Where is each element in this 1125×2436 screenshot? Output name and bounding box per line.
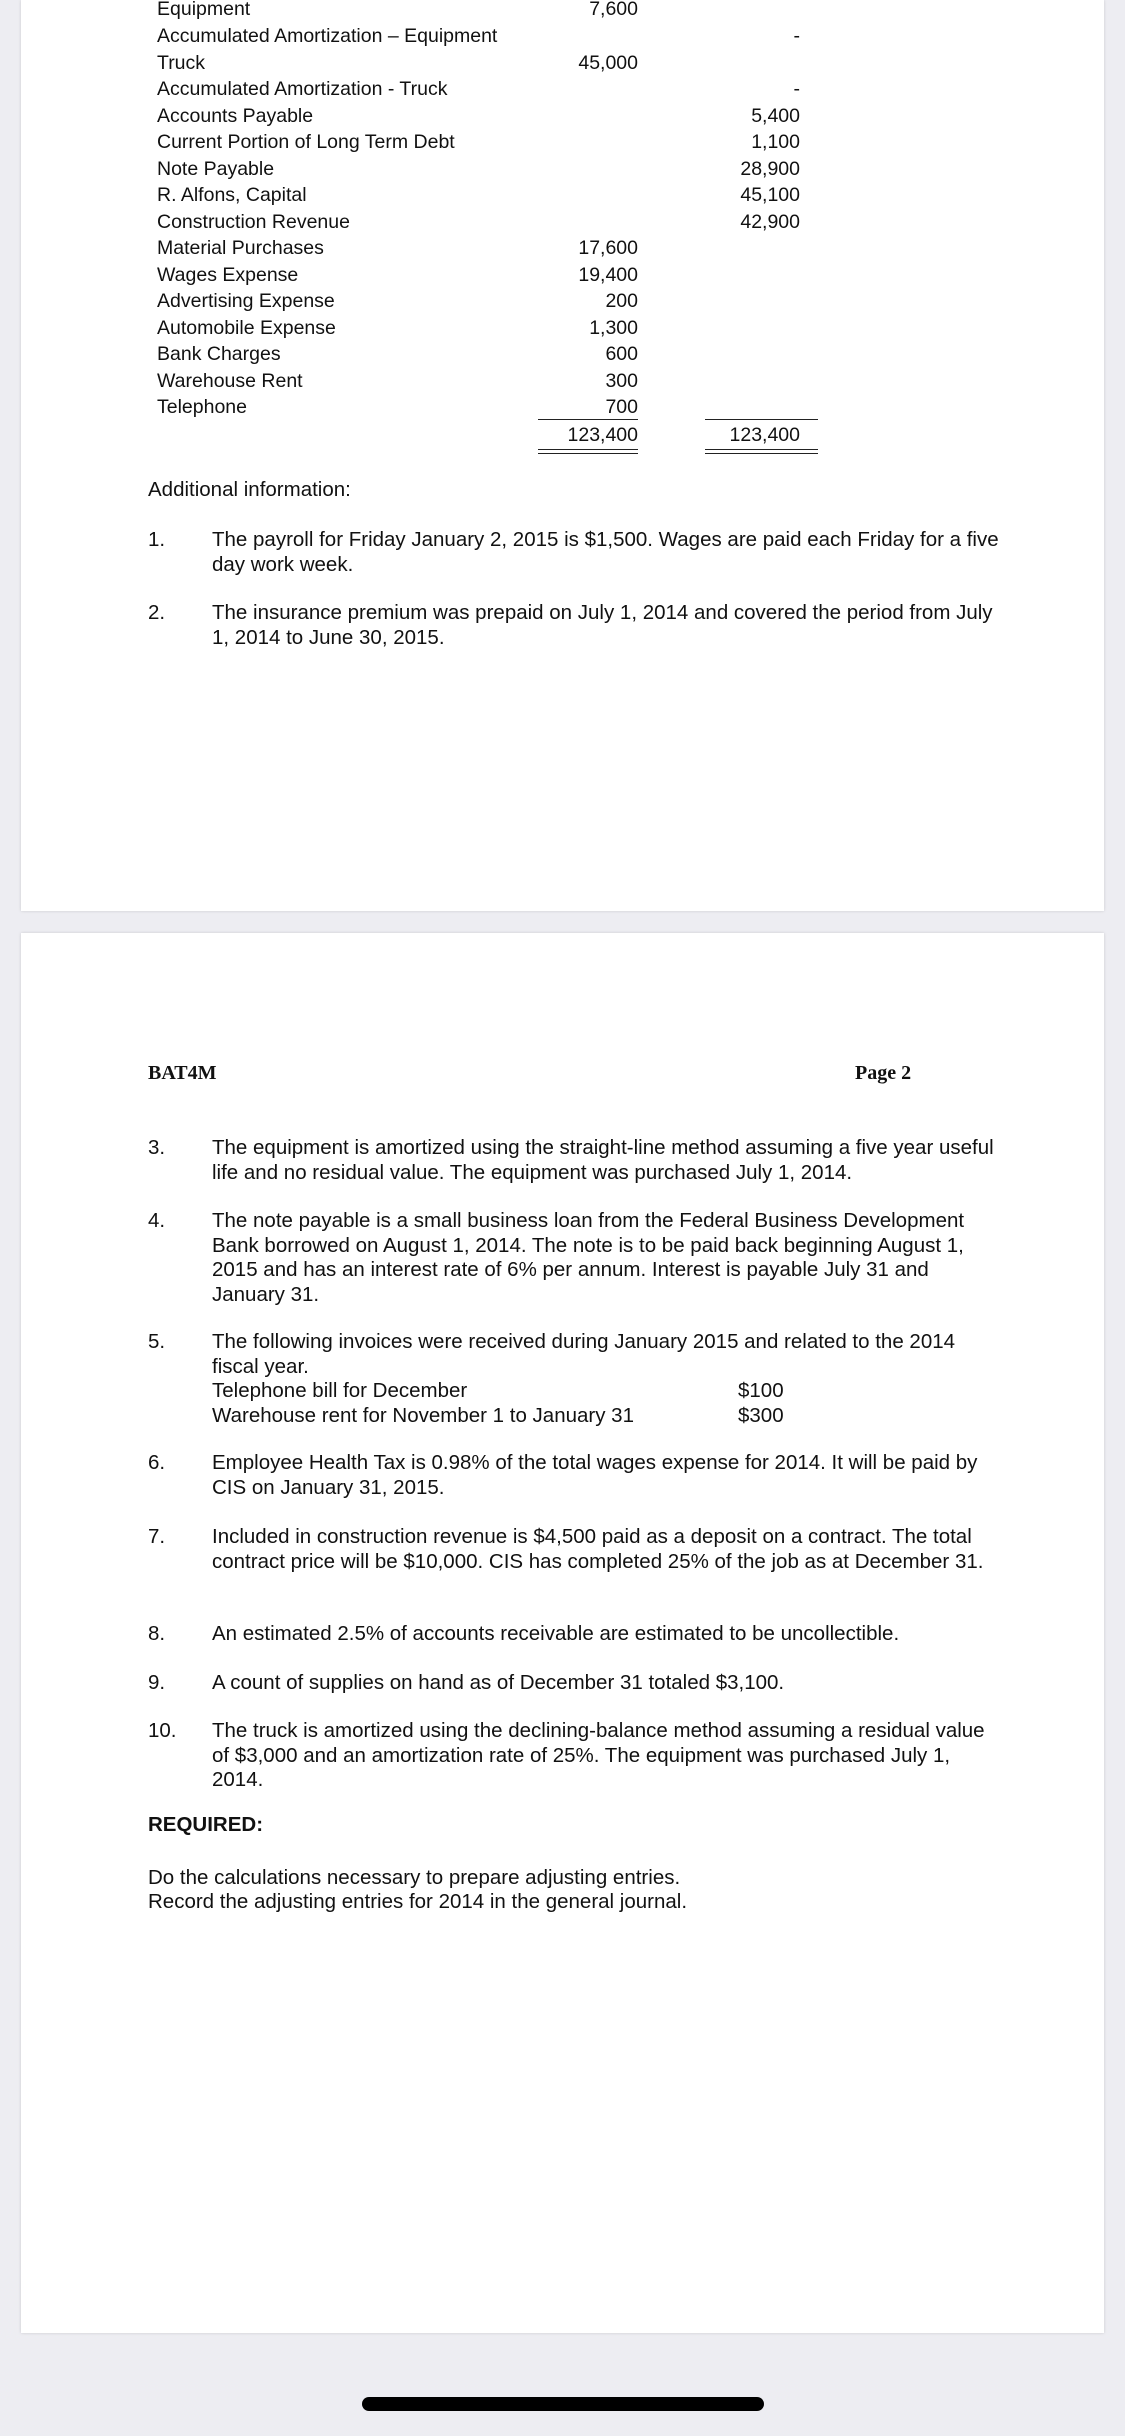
item-number: 3. [148,1136,166,1159]
item-number: 2. [148,601,166,624]
trial-balance-row [21,237,1104,263]
debit-amount: 300 [605,370,638,392]
item-number: 9. [148,1671,166,1694]
account-name: Current Portion of Long Term Debt [157,131,455,153]
invoice-line [212,1404,1002,1429]
item-text: The truck is amortized using the declining-balance method assuming a residual value of $3,000 and an amortization rate of 25%. The equipment was purchased July 1, 2014. [212,1719,985,1791]
trial-balance-row [21,211,1104,237]
account-name: Bank Charges [157,343,281,365]
document-page-2 [21,933,1104,2333]
account-name: Equipment [157,0,251,20]
item-text: The payroll for Friday January 2, 2015 is $1,500. Wages are paid each Friday for a five day work week. [212,528,999,576]
credit-amount: 42,900 [740,211,800,233]
credit-amount: - [793,25,800,47]
invoice-amount: $300 [738,1403,784,1427]
account-name: Accounts Payable [157,105,314,127]
item-text: The insurance premium was prepaid on July 1, 2014 and covered the period from July 1, 2014 to June 30, 2015. [212,601,993,649]
total-rule-credit [705,419,818,420]
item-5-block [212,1330,1002,1428]
item-number: 1. [148,528,166,551]
trial-balance-row [21,158,1104,184]
item-number: 8. [148,1622,166,1645]
item-number: 10. [148,1719,177,1742]
debit-amount: 200 [605,290,638,312]
account-name: Construction Revenue [157,211,350,233]
credit-amount: 28,900 [740,158,800,180]
item-number: 4. [148,1209,166,1232]
item-text: A count of supplies on hand as of December 31 totaled $3,100. [212,1671,785,1694]
total-rule-debit [538,419,638,420]
debit-amount: 1,300 [589,317,638,339]
item-text: Employee Health Tax is 0.98% of the total wages expense for 2014. It will be paid by CIS on January 31, 2015. [212,1451,978,1499]
trial-balance-row [21,184,1104,210]
trial-balance-row [21,52,1104,78]
page-number: Page 2 [855,1062,912,1084]
credit-amount: - [793,78,800,100]
trial-balance-row [21,105,1104,131]
account-name: Truck [157,52,206,74]
item-text: The note payable is a small business loan from the Federal Business Development Bank borrowed on August 1, 2014. The note is to be paid back beginning August 1, 2015 and has an interest rate of 6% per annum. Interest is payable July 31 and January 31. [212,1209,965,1306]
total-double-rule-credit [705,449,818,454]
required-heading: REQUIRED: [148,1813,264,1836]
account-name: Wages Expense [157,264,299,286]
additional-info-heading: Additional information: [148,478,351,501]
invoice-label: Telephone bill for December [212,1379,468,1402]
total-double-rule-debit [538,449,638,454]
account-name: Note Payable [157,158,275,180]
debit-amount: 45,000 [578,52,638,74]
trial-balance-row [21,317,1104,343]
account-name: Accumulated Amortization - Truck [157,78,448,100]
debit-amount: 7,600 [589,0,638,20]
credit-amount: 5,400 [751,105,800,127]
credit-amount: 1,100 [751,131,800,153]
invoice-label: Warehouse rent for November 1 to January 31 [212,1403,634,1427]
debit-amount: 700 [605,396,638,418]
trial-balance-row [21,290,1104,316]
trial-balance-row [21,370,1104,396]
total-debit: 123,400 [567,424,638,446]
required-line-2: Record the adjusting entries for 2014 in the general journal. [148,1890,688,1913]
trial-balance-row [21,78,1104,104]
home-indicator[interactable] [362,2397,764,2411]
course-code: BAT4M [148,1062,217,1084]
trial-balance-totals [21,424,1104,450]
account-name: Automobile Expense [157,317,336,339]
required-line-1: Do the calculations necessary to prepare adjusting entries. [148,1866,681,1889]
total-credit: 123,400 [729,424,800,446]
item-number: 5. [148,1330,166,1353]
item-number: 6. [148,1451,166,1474]
trial-balance-row [21,264,1104,290]
account-name: Accumulated Amortization – Equipment [157,25,498,47]
debit-amount: 600 [605,343,638,365]
item-text: The equipment is amortized using the straight-line method assuming a five year useful life and no residual value. The equipment was purchased July 1, 2014. [212,1136,994,1184]
trial-balance-row [21,343,1104,369]
invoice-line [212,1379,1002,1404]
document-page-1 [21,0,1104,911]
item-number: 7. [148,1525,166,1548]
account-name: Warehouse Rent [157,370,303,392]
trial-balance-row [21,131,1104,157]
item-text: Included in construction revenue is $4,500 paid as a deposit on a contract. The total contract price will be $10,000. CIS has completed 25% of the job as at December 31. [212,1525,984,1573]
credit-amount: 45,100 [740,184,800,206]
debit-amount: 19,400 [578,264,638,286]
invoice-amount: $100 [738,1379,784,1402]
trial-balance-row [21,0,1104,24]
trial-balance-row [21,25,1104,51]
account-name: Material Purchases [157,237,324,259]
account-name: Telephone [157,396,247,418]
account-name: R. Alfons, Capital [157,184,307,206]
item-text: An estimated 2.5% of accounts receivable are estimated to be uncollectible. [212,1622,900,1645]
item-text: The following invoices were received during January 2015 and related to the 2014 fiscal year. [212,1330,956,1378]
debit-amount: 17,600 [578,237,638,259]
account-name: Advertising Expense [157,290,335,312]
